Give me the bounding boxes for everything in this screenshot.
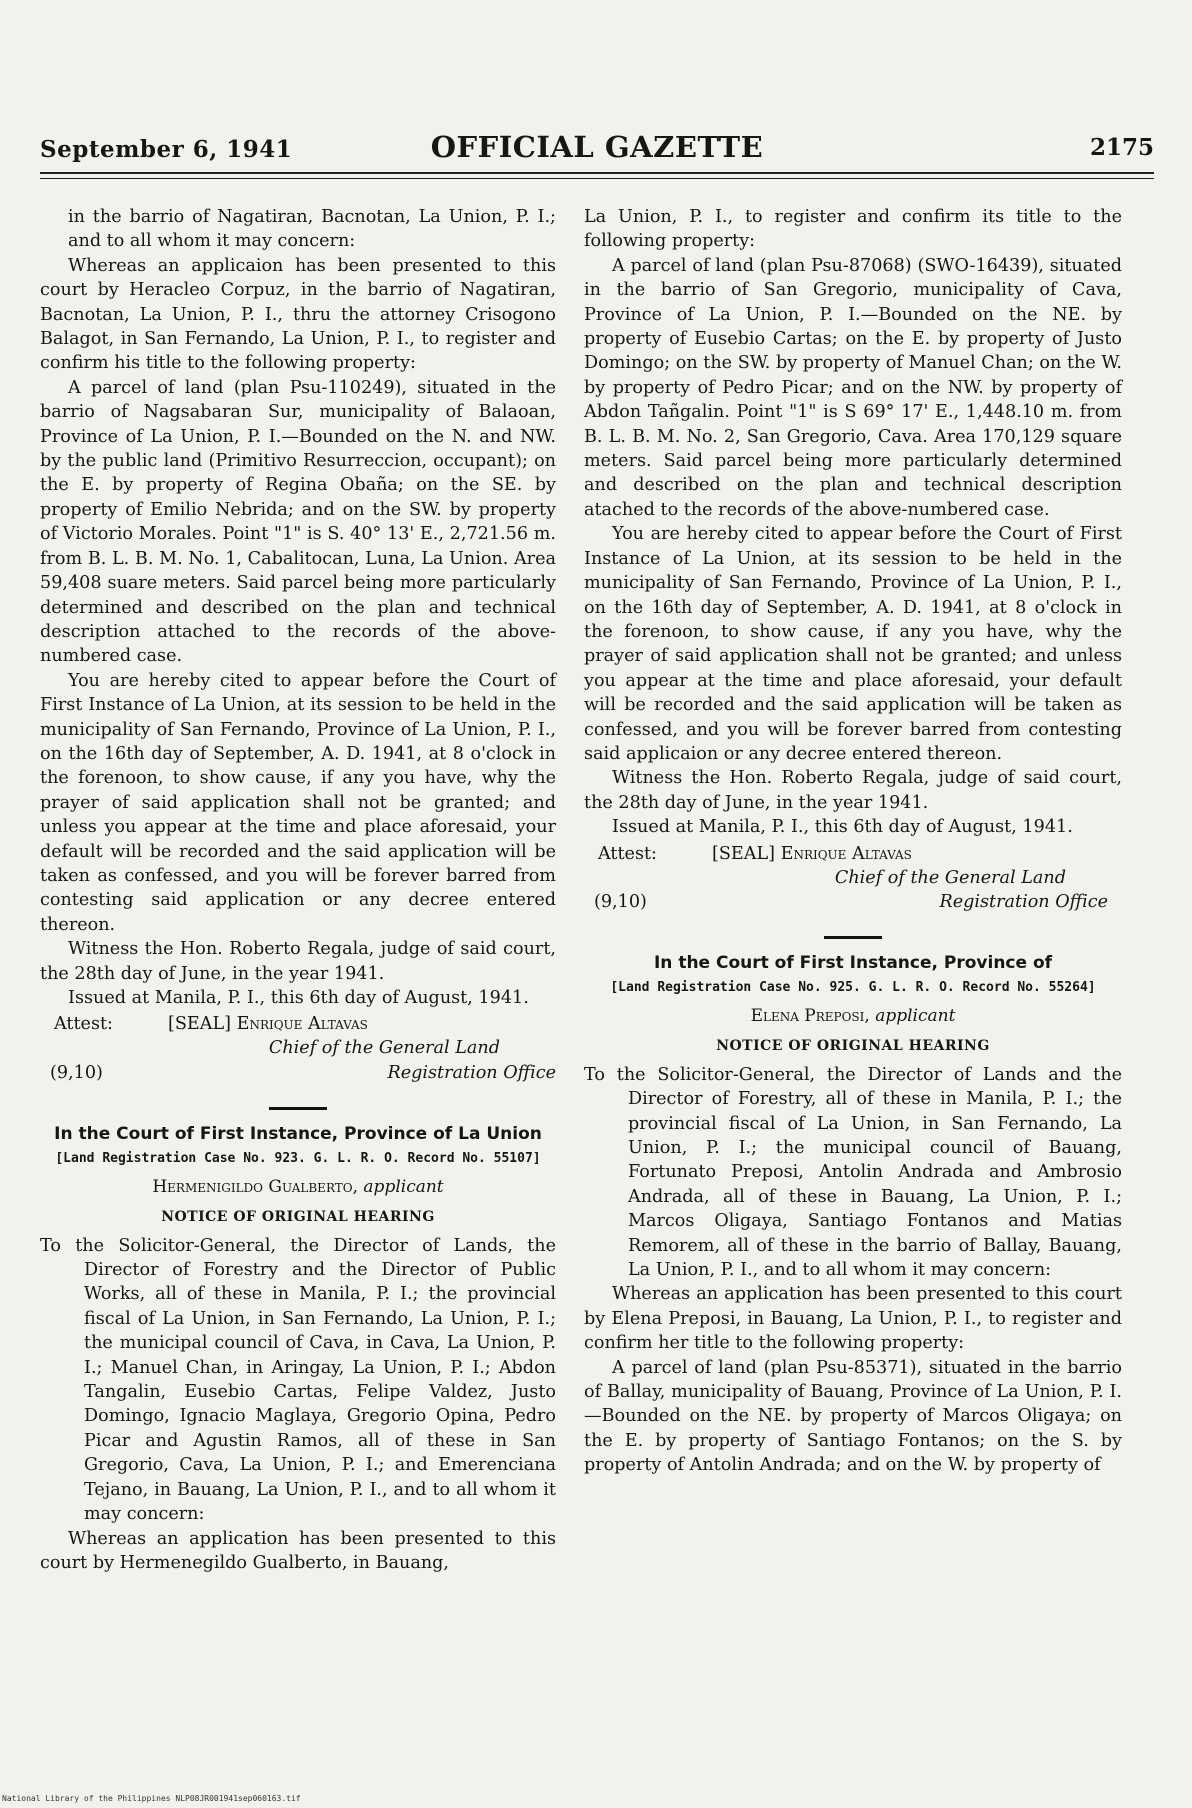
left-column xyxy=(40,205,556,1575)
header-date: September 6, 1941 xyxy=(40,136,293,163)
section-divider xyxy=(824,936,882,939)
header-title: OFFICIAL GAZETTE xyxy=(430,130,764,164)
court-heading: In the Court of First Instance, Province of xyxy=(653,952,1053,973)
signatory-title-2: Registration Office xyxy=(939,891,1108,912)
case-reference: [Land Registration Case No. 925. G. L. R. O. Record No. 55264] xyxy=(610,979,1096,995)
right-paragraph-4: Witness the Hon. Roberto Regala, judge of said court, the 28th day of June, in the year 1941. xyxy=(584,768,1122,813)
attest-signatory: [SEAL] Enrique Altavas xyxy=(712,843,912,864)
signatory-title-2: Registration Office xyxy=(387,1062,556,1083)
applicant-name: Hermenigildo Gualberto, xyxy=(152,1176,359,1197)
signatory-title-1: Chief of the General Land xyxy=(268,1038,500,1059)
page-number: 2175 xyxy=(1089,134,1154,161)
left-whereas: Whereas an application has been presented to this court by Hermenegildo Gualberto, in Bauang, xyxy=(40,1528,556,1573)
section-divider xyxy=(269,1107,327,1110)
case-reference: [Land Registration Case No. 923. G. L. R. O. Record No. 55107] xyxy=(55,1150,541,1166)
attest-label: Attest: xyxy=(54,1014,113,1035)
addressees: To the Solicitor-General, the Director of Lands and the Director of Forestry, all of these in Manila, P. I.; the provincial fiscal of La Union, in San Fernando, La Union, P. I.; the municipal council of Bauang, Fortunato Preposi, Antolin Andrada and Ambrosio Andrada, all of these in Bauang, La Union, P. I.; Marcos Oligaya, Santiago Fontanos and Matias Remorem, all of these in the barrio of Ballay, Bauang, La Union, P. I., and to all whom it may concern: xyxy=(584,1064,1122,1281)
left-paragraph-6: Issued at Manila, P. I., this 6th day of August, 1941. xyxy=(68,988,529,1008)
header-rule xyxy=(40,172,1154,174)
header-rule-thin xyxy=(40,178,1154,179)
attest-label: Attest: xyxy=(598,843,657,864)
right-column xyxy=(584,205,1122,1478)
attest-line xyxy=(584,842,1122,866)
page-header xyxy=(40,128,1154,162)
notice-heading: NOTICE OF ORIGINAL HEARING xyxy=(161,1209,435,1226)
attest-line xyxy=(40,1012,556,1036)
applicant-name: Elena Preposi, xyxy=(750,1005,870,1026)
left-paragraph-2: Whereas an applicaion has been presented to this court by Heracleo Corpuz, in the barrio of Nagatiran, Bacnotan, La Union, P. I., thru the attorney Crisogono Balagot, in San Fernando, La Union, P. I., to register and confirm his title to the following property: xyxy=(40,255,556,374)
right-paragraph-5: Issued at Manila, P. I., this 6th day of August, 1941. xyxy=(612,817,1073,838)
left-paragraph-4: You are hereby cited to appear before the Court of First Instance of La Union, at its session to be held in the municipality of San Fernando, Province of La Union, P. I., on the 16th day of September, A. D. 1941, at 8 o'clock in the forenoon, to show cause, if any you have, why the prayer of said application shall not be granted; and unless you appear at the time and place aforesaid, your default will be recorded and the said application will be taken as confessed, and you will be forever barred from contesting said application or any decree entered thereon. xyxy=(40,670,556,935)
left-paragraph-3: A parcel of land (plan Psu-110249), situated in the barrio of Nagsabaran Sur, municipality of Balaoan, Province of La Union, P. I.—Bounded on the N. and NW. by the public land (Primitivo Resurreccion, occupant); on the E. by property of Regina Obaña; on the SE. by property of Emilio Nebrida; and on the SW. by property of Victorio Morales. Point "1" is S. 40° 13' E., 2,721.56 m. from B. L. B. M. No. 1, Cabalitocan, Luna, La Union. Area 59,408 suare meters. Said parcel being more particularly determined and described on the plan and technical description attached to the records of the above-numbered case. xyxy=(40,377,556,667)
right-paragraph-3: You are hereby cited to appear before the Court of First Instance of La Union, at its session to be held in the municipality of San Fernando, Province of La Union, P. I., on the 16th day of September, A. D. 1941, at 8 o'clock in the forenoon, to show cause, if any you have, why the prayer of said application shall not be granted; and unless you appear at the time and place aforesaid, your default will be recorded and the said application will be taken as confessed, and you will be forever barred from contesting said applicaion or any decree entered thereon. xyxy=(584,524,1122,764)
right-whereas: Whereas an application has been presented to this court by Elena Preposi, in Bauang, La Union, P. I., to register and confirm her title to the following property: xyxy=(584,1284,1122,1354)
right-paragraph-2: A parcel of land (plan Psu-87068) (SWO-16439), situated in the barrio of San Gregorio, municipality of Cava, Province of La Union, P. I.—Bounded on the NE. by property of Eusebio Cartas; on the E. by property of Justo Domingo; on the SW. by property of Manuel Chan; on the W. by property of Pedro Picar; and on the NW. by property of Abdon Tañgalin. Point "1" is S 69° 17' E., 1,448.10 m. from B. L. B. M. No. 2, San Gregorio, Cava. Area 170,129 square meters. Said parcel being more particularly determined and described on the plan and technical description atached to the records of the above-numbered case. xyxy=(584,255,1122,520)
court-heading: In the Court of First Instance, Province of La Union xyxy=(54,1123,542,1144)
applicant-line xyxy=(584,1004,1122,1028)
right-paragraph-1: La Union, P. I., to register and confirm its title to the following property: xyxy=(584,207,1122,252)
issue-numbers: (9,10) xyxy=(594,891,647,912)
attest-signatory: [SEAL] Enrique Altavas xyxy=(168,1014,368,1035)
issue-numbers-line xyxy=(584,890,1122,914)
applicant-role: applicant xyxy=(363,1176,444,1197)
scan-footer: National Library of the Philippines NLP08JR001941sep060163.tif xyxy=(2,1794,301,1803)
right-parcel: A parcel of land (plan Psu-85371), situated in the barrio of Ballay, municipality of Bauang, Province of La Union, P. I.—Bounded on the NE. by property of Marcos Oligaya; on the E. by property of Santiago Fontanos; on the S. by property of Antolin Andrada; and on the W. by property of xyxy=(584,1357,1122,1476)
issue-numbers: (9,10) xyxy=(50,1062,103,1083)
signatory-title-1: Chief of the General Land xyxy=(834,867,1066,888)
addressees: To the Solicitor-General, the Director of Lands, the Director of Forestry and the Director of Public Works, all of these in Manila, P. I.; the provincial fiscal of La Union, in San Fernando, La Union, P. I.; the municipal council of Cava, in Cava, La Union, P. I.; Manuel Chan, in Aringay, La Union, P. I.; Abdon Tangalin, Eusebio Cartas, Felipe Valdez, Justo Domingo, Ignacio Maglaya, Gregorio Opina, Pedro Picar and Agustin Ramos, all of these in San Gregorio, Cava, La Union, P. I.; and Emerenciana Tejano, in Bauang, La Union, P. I., and to all whom it may concern: xyxy=(40,1235,556,1525)
issue-numbers-line xyxy=(40,1061,556,1085)
notice-heading: NOTICE OF ORIGINAL HEARING xyxy=(716,1038,990,1055)
applicant-role: applicant xyxy=(875,1005,956,1026)
left-paragraph-5: Witness the Hon. Roberto Regala, judge of said court, the 28th day of June, in the year 1941. xyxy=(40,939,556,984)
applicant-line xyxy=(40,1175,556,1199)
left-paragraph-1: in the barrio of Nagatiran, Bacnotan, La Union, P. I.; and to all whom it may concern: xyxy=(68,207,556,252)
